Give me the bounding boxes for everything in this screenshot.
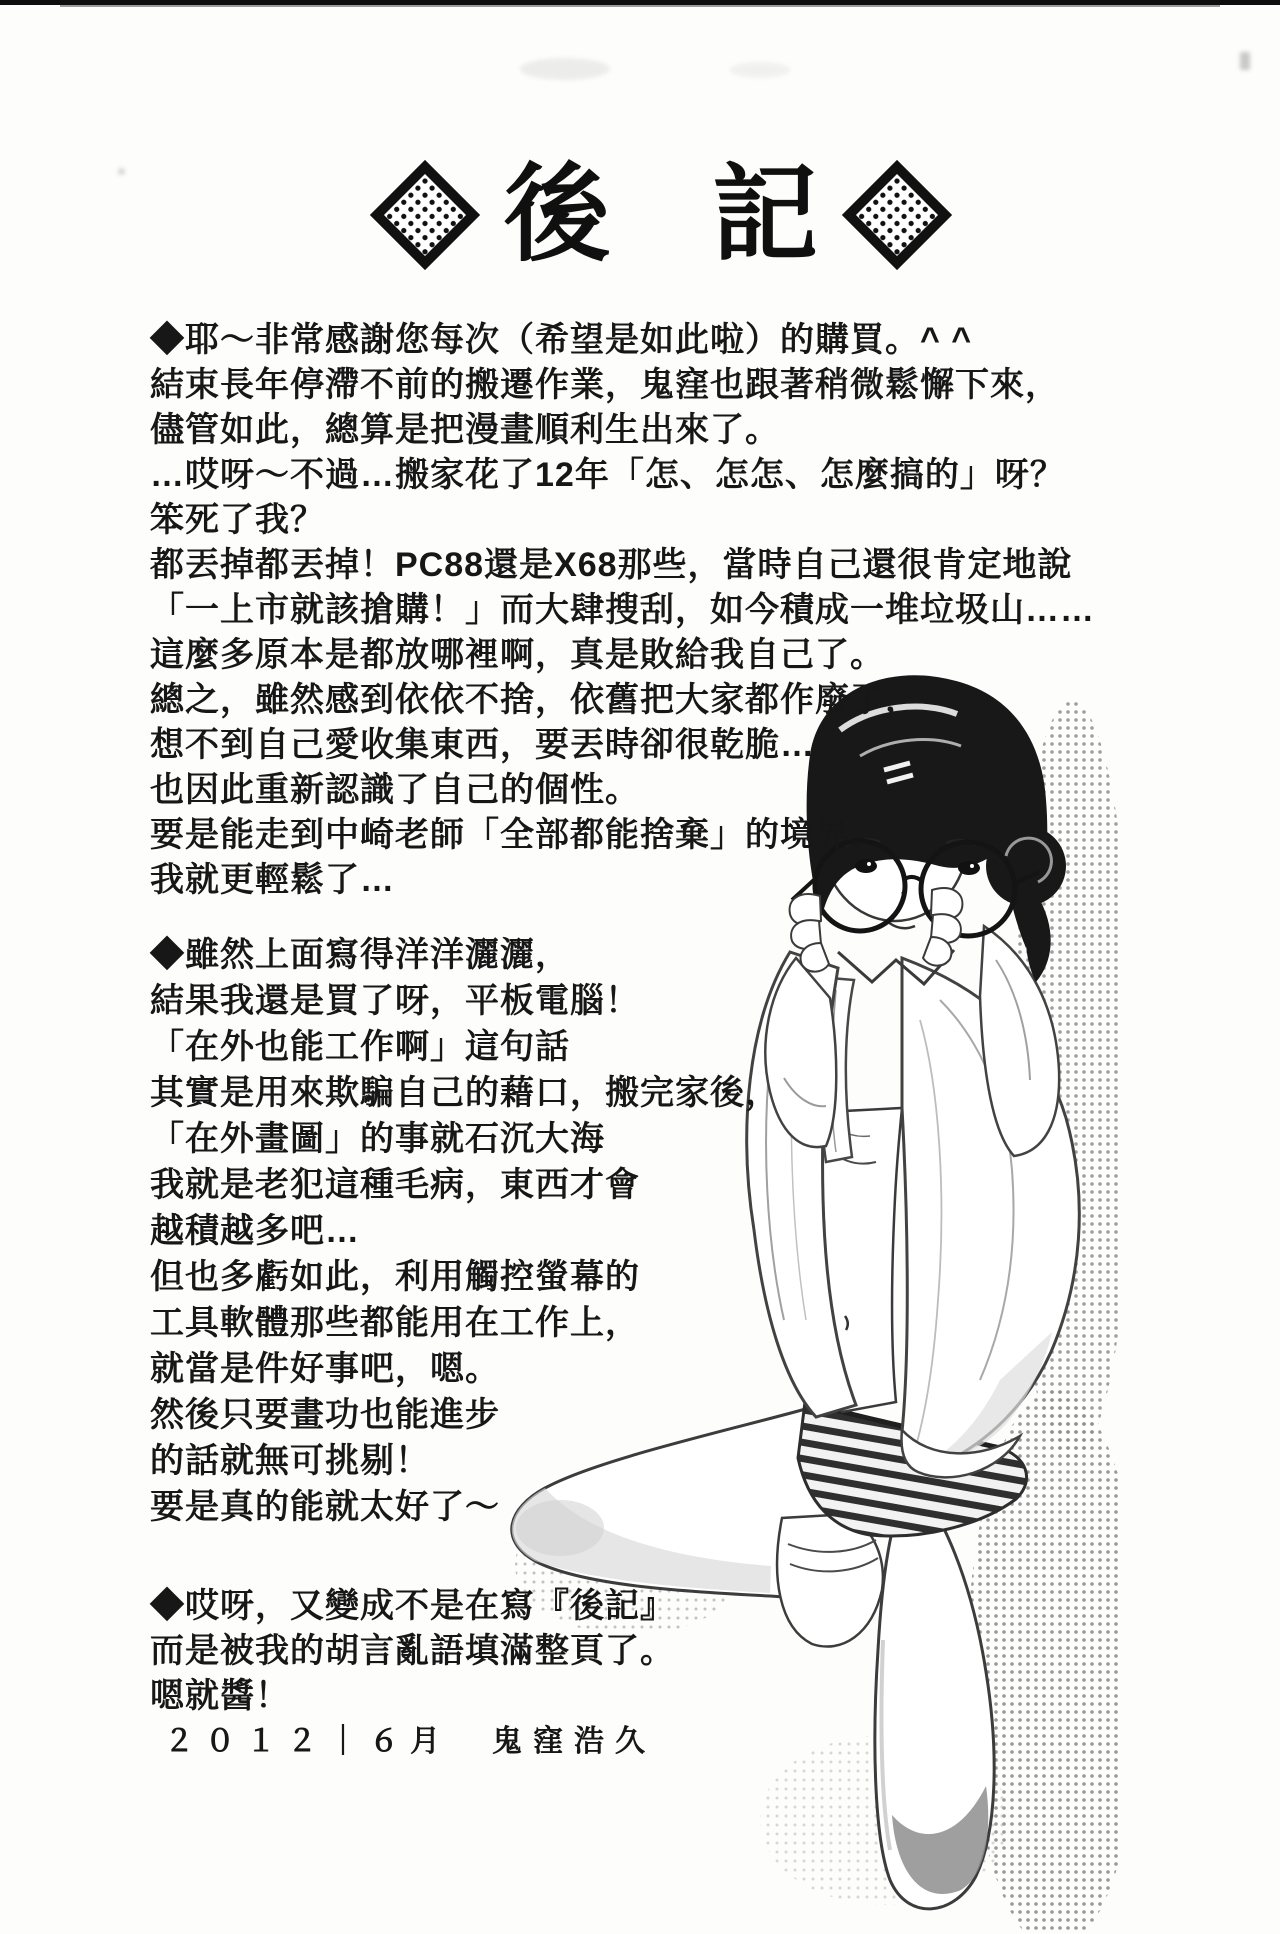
text-line: 我就更輕鬆了… [150,861,395,899]
text-line: …哎呀～不過…搬家花了12年「怎、怎怎、怎麼搞的」呀？ [150,456,1065,494]
text-line: 「在外畫圖」的事就石沉大海 [150,1120,605,1158]
text-line: 這麼多原本是都放哪裡啊，真是敗給我自己了。 [150,636,885,674]
text-line: 想不到自己愛收集東西，要丟時卻很乾脆… [150,726,815,764]
text-line: ◆雖然上面寫得洋洋灑灑， [150,936,570,974]
text-line: 也因此重新認識了自己的個性。 [150,771,640,809]
text-line: 其實是用來欺騙自己的藉口，搬完家後， [150,1074,780,1112]
text-line: 就當是件好事吧，嗯。 [150,1350,500,1388]
text-line: 工具軟體那些都能用在工作上， [150,1304,640,1342]
date-signature: ２０１２｜６月 鬼窪浩久 [164,1725,656,1758]
text-line: 要是真的能就太好了～ [150,1488,500,1526]
afterword-block-3 [150,1584,675,1764]
scan-smudge [1240,52,1250,70]
halftone-diamond-icon [842,160,952,270]
text-line: 嗯就醬！ [150,1677,290,1715]
text-line: 都丟掉都丟掉！PC88還是X68那些，當時自己還很肯定地說 [150,546,1073,584]
text-line: 笨死了我？ [150,501,325,539]
text-line: ◆耶～非常感謝您每次（希望是如此啦）的購買。^ ^ [150,321,973,359]
page-title [372,150,950,280]
text-line: 儘管如此，總算是把漫畫順利生出來了。 [150,411,780,449]
text-line: 越積越多吧… [150,1212,360,1250]
text-line: 「一上市就該搶購！」而大肆搜刮，如今積成一堆垃圾山…… [150,591,1095,629]
text-line: 然後只要畫功也能進步 [150,1396,500,1434]
text-line: 但也多虧如此，利用觸控螢幕的 [150,1258,640,1296]
girl-right-leg [875,1478,994,1909]
text-line: 結束長年停滯不前的搬遷作業，鬼窪也跟著稍微鬆懈下來， [150,366,1060,404]
scan-edge-artifact [60,5,1220,7]
text-line: ◆哎呀，又變成不是在寫『後記』 [150,1587,675,1625]
text-line: 「在外也能工作啊」這句話 [150,1028,570,1066]
text-line: 我就是老犯這種毛病，東西才會 [150,1166,640,1204]
scan-smudge [730,62,790,78]
text-line: 的話就無可挑剔！ [150,1442,430,1480]
title-char-left: 後 [504,156,610,274]
scan-smudge [118,168,125,175]
title-char-right: 記 [712,156,818,274]
halftone-diamond-icon [370,160,480,270]
text-line: 結果我還是買了呀，平板電腦！ [150,982,640,1020]
text-line: 要是能走到中崎老師「全部都能捨棄」的境界， [150,816,885,854]
text-line: 總之，雖然感到依依不捨，依舊把大家都作廢了， [150,681,920,719]
scan-smudge [520,58,610,80]
afterword-block-2 [150,932,780,1530]
afterword-block-1 [150,318,1095,903]
text-line: 而是被我的胡言亂語填滿整頁了。 [150,1632,675,1670]
